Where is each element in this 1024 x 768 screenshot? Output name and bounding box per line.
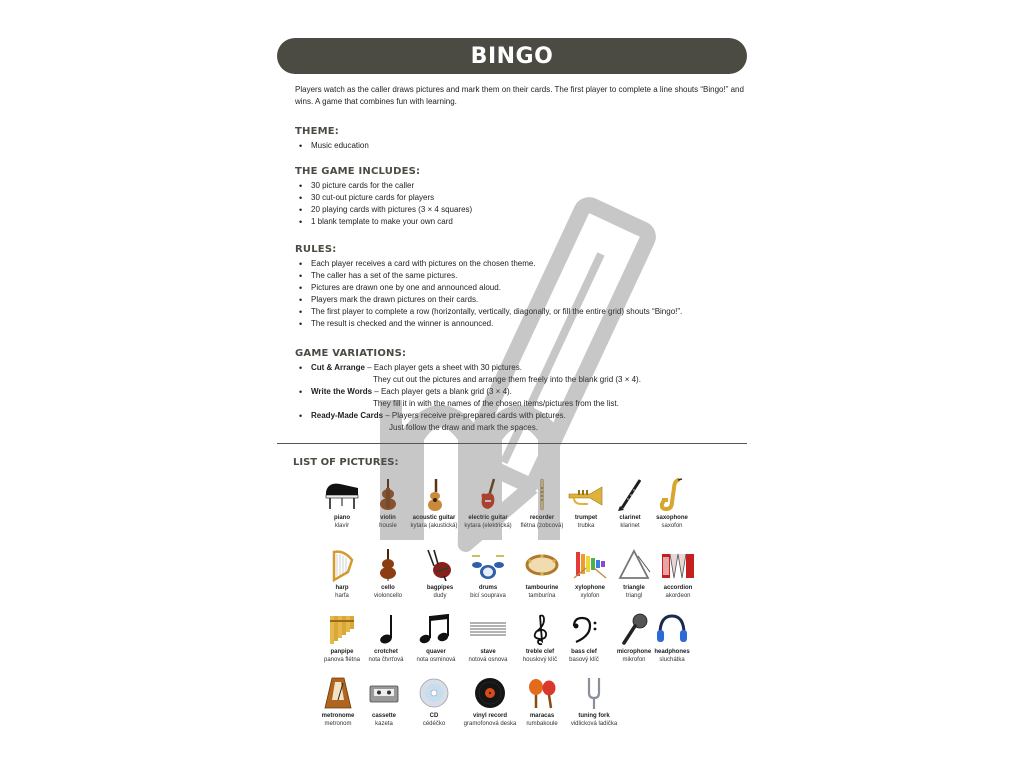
list-item: • Music education — [311, 140, 745, 152]
picture-card — [358, 612, 414, 664]
picture-translation: vidlicková ladička — [570, 721, 618, 727]
picture-translation: basový klíč — [569, 657, 599, 663]
metronome-icon — [318, 676, 358, 710]
picture-translation: flétna (zobcová) — [520, 523, 564, 529]
picture-label: maracas — [529, 713, 555, 719]
picture-translation: housle — [379, 523, 397, 529]
picture-card — [406, 676, 462, 728]
tuning-fork-icon — [574, 676, 614, 710]
picture-label: stave — [480, 649, 496, 655]
variations-list — [295, 362, 745, 434]
picture-translation: kazeta — [375, 721, 393, 727]
cello-icon — [368, 548, 408, 582]
picture-card — [408, 612, 464, 664]
list-heading: LIST OF PICTURES: — [293, 457, 399, 468]
picture-translation: panova flétna — [323, 657, 361, 663]
picture-card — [460, 612, 516, 664]
theme-section — [295, 126, 745, 152]
section-divider — [277, 443, 747, 444]
panpipe-icon — [322, 612, 362, 646]
picture-label: clarinet — [619, 515, 641, 521]
picture-label: quaver — [426, 649, 446, 655]
variation-item — [311, 386, 745, 410]
theme-list — [295, 140, 745, 152]
acoustic-guitar-icon — [414, 478, 454, 512]
recorder-icon — [522, 478, 562, 512]
picture-card — [514, 676, 570, 728]
picture-label: recorder — [529, 515, 555, 521]
picture-label: tambourine — [525, 585, 559, 591]
picture-label: panpipe — [330, 649, 354, 655]
rules-list — [295, 258, 745, 330]
title-banner — [277, 38, 747, 74]
picture-translation: sluchátka — [659, 657, 685, 663]
list-item: • Players mark the drawn pictures on their cards. — [311, 294, 745, 306]
picture-translation: akordeon — [665, 593, 691, 599]
picture-card — [460, 548, 516, 600]
picture-card — [556, 612, 612, 664]
picture-label: bagpipes — [426, 585, 454, 591]
list-item: • 20 playing cards with pictures (3 × 4 squares) — [311, 204, 745, 216]
picture-label: headphones — [654, 649, 690, 655]
variation-name: Write the Words — [311, 387, 373, 396]
list-item: • Pictures are drawn one by one and announced aloud. — [311, 282, 745, 294]
variation-detail: Just follow the draw and mark the spaces. — [389, 423, 538, 432]
picture-label: bass clef — [571, 649, 597, 655]
picture-label: crotchet — [374, 649, 398, 655]
variation-name: Ready-Made Cards — [311, 411, 384, 420]
picture-label: trumpet — [574, 515, 598, 521]
list-item: • The result is checked and the winner is announced. — [311, 318, 745, 330]
picture-translation: kytara (akustická) — [410, 523, 458, 529]
picture-label: harp — [335, 585, 349, 591]
picture-card — [356, 676, 412, 728]
picture-translation: houslový klíč — [522, 657, 558, 663]
picture-card — [650, 548, 706, 600]
picture-translation: klavír — [334, 523, 350, 529]
picture-label: piano — [334, 515, 350, 521]
violin-icon — [368, 478, 408, 512]
picture-label: violin — [380, 515, 396, 521]
rules-heading: RULES: — [295, 244, 337, 255]
picture-card — [462, 676, 518, 728]
includes-list — [295, 180, 745, 228]
list-item: • 1 blank template to make your own card — [311, 216, 745, 228]
picture-label: accordion — [663, 585, 693, 591]
includes-section — [295, 166, 745, 228]
picture-card — [644, 612, 700, 664]
includes-heading: THE GAME INCLUDES: — [295, 166, 421, 177]
bass-clef-icon — [564, 612, 604, 646]
variation-desc: – Each player gets a blank grid (3 × 4). — [372, 387, 512, 396]
picture-translation: rumbakoule — [526, 721, 558, 727]
theme-heading: THEME: — [295, 126, 340, 137]
picture-label: triangle — [623, 585, 645, 591]
picture-label: acoustic guitar — [412, 515, 456, 521]
vinyl-record-icon — [470, 676, 510, 710]
picture-translation: nota osminová — [416, 657, 456, 663]
picture-label: saxophone — [656, 515, 688, 521]
picture-translation: dudy — [433, 593, 447, 599]
cassette-icon — [364, 676, 404, 710]
intro-text: Players watch as the caller draws pictures and mark them on their cards. The first player to complete a line shouts “Bingo!” and wins. A game that combines fun with learning. — [295, 85, 744, 106]
accordion-icon — [658, 548, 698, 582]
list-item: • The caller has a set of the same pictures. — [311, 270, 745, 282]
picture-translation: nota čtvrťová — [368, 657, 404, 663]
picture-label: CD — [429, 713, 439, 719]
variations-heading: GAME VARIATIONS: — [295, 348, 407, 359]
variation-item — [311, 362, 745, 386]
list-item: • 30 picture cards for the caller — [311, 180, 745, 192]
intro-block — [295, 84, 745, 108]
quaver-icon — [416, 612, 456, 646]
picture-card — [360, 548, 416, 600]
picture-translation: saxofon — [661, 523, 683, 529]
drums-icon — [468, 548, 508, 582]
picture-translation: xylofon — [580, 593, 600, 599]
treble-clef-icon — [520, 612, 560, 646]
picture-label: vinyl record — [472, 713, 507, 719]
headphones-icon — [652, 612, 692, 646]
variation-detail: They cut out the pictures and arrange them freely into the blank grid (3 × 4). — [373, 375, 641, 384]
triangle-icon — [614, 548, 654, 582]
picture-translation: metronom — [324, 721, 352, 727]
list-item: • The first player to complete a row (horizontally, vertically, diagonally, or fill the entire grid) shouts “Bingo!”. — [311, 306, 745, 318]
saxophone-icon — [652, 478, 692, 512]
picture-label: cello — [381, 585, 395, 591]
cd-icon — [414, 676, 454, 710]
variation-item — [311, 410, 745, 434]
picture-translation: bicí souprava — [470, 593, 506, 599]
bagpipes-icon — [420, 548, 460, 582]
list-item: • Each player receives a card with pictures on the chosen theme. — [311, 258, 745, 270]
variation-desc: – Players receive pre-prepared cards with pictures. — [383, 411, 566, 420]
variation-desc: – Each player gets a sheet with 30 pictures. — [364, 363, 522, 372]
rules-section — [295, 244, 745, 330]
picture-label: drums — [478, 585, 498, 591]
picture-label: xylophone — [574, 585, 605, 591]
picture-translation: mikrofon — [622, 657, 646, 663]
picture-translation: klarinet — [620, 523, 640, 529]
tambourine-icon — [522, 548, 562, 582]
picture-label: electric guitar — [468, 515, 508, 521]
variations-section — [295, 348, 745, 434]
picture-translation: notová osnova — [468, 657, 508, 663]
picture-card — [644, 478, 700, 530]
picture-label: treble clef — [525, 649, 555, 655]
piano-icon — [322, 478, 362, 512]
maracas-icon — [522, 676, 562, 710]
picture-translation: triangl — [625, 593, 643, 599]
list-item: • 30 cut-out picture cards for players — [311, 192, 745, 204]
picture-translation: trubka — [577, 523, 595, 529]
picture-translation: violoncello — [373, 593, 403, 599]
picture-card — [460, 478, 516, 530]
picture-translation: cédéčko — [422, 721, 446, 727]
picture-label: metronome — [321, 713, 355, 719]
picture-label: cassette — [371, 713, 397, 719]
crotchet-icon — [366, 612, 406, 646]
xylophone-icon — [570, 548, 610, 582]
picture-translation: tamburína — [528, 593, 556, 599]
trumpet-icon — [566, 478, 606, 512]
electric-guitar-icon — [468, 478, 508, 512]
harp-icon — [322, 548, 362, 582]
variation-name: Cut & Arrange — [311, 363, 365, 372]
picture-translation: gramofonová deska — [463, 721, 517, 727]
picture-translation: harfa — [335, 593, 349, 599]
picture-translation: kytara (elektrická) — [464, 523, 512, 529]
picture-label: tuning fork — [578, 713, 610, 719]
picture-card — [406, 478, 462, 530]
stave-icon — [468, 612, 508, 646]
page-title: BINGO — [470, 43, 554, 69]
variation-detail: They fill it in with the names of the chosen items/pictures from the list. — [373, 399, 619, 408]
picture-label: microphone — [616, 649, 652, 655]
picture-card — [566, 676, 622, 728]
